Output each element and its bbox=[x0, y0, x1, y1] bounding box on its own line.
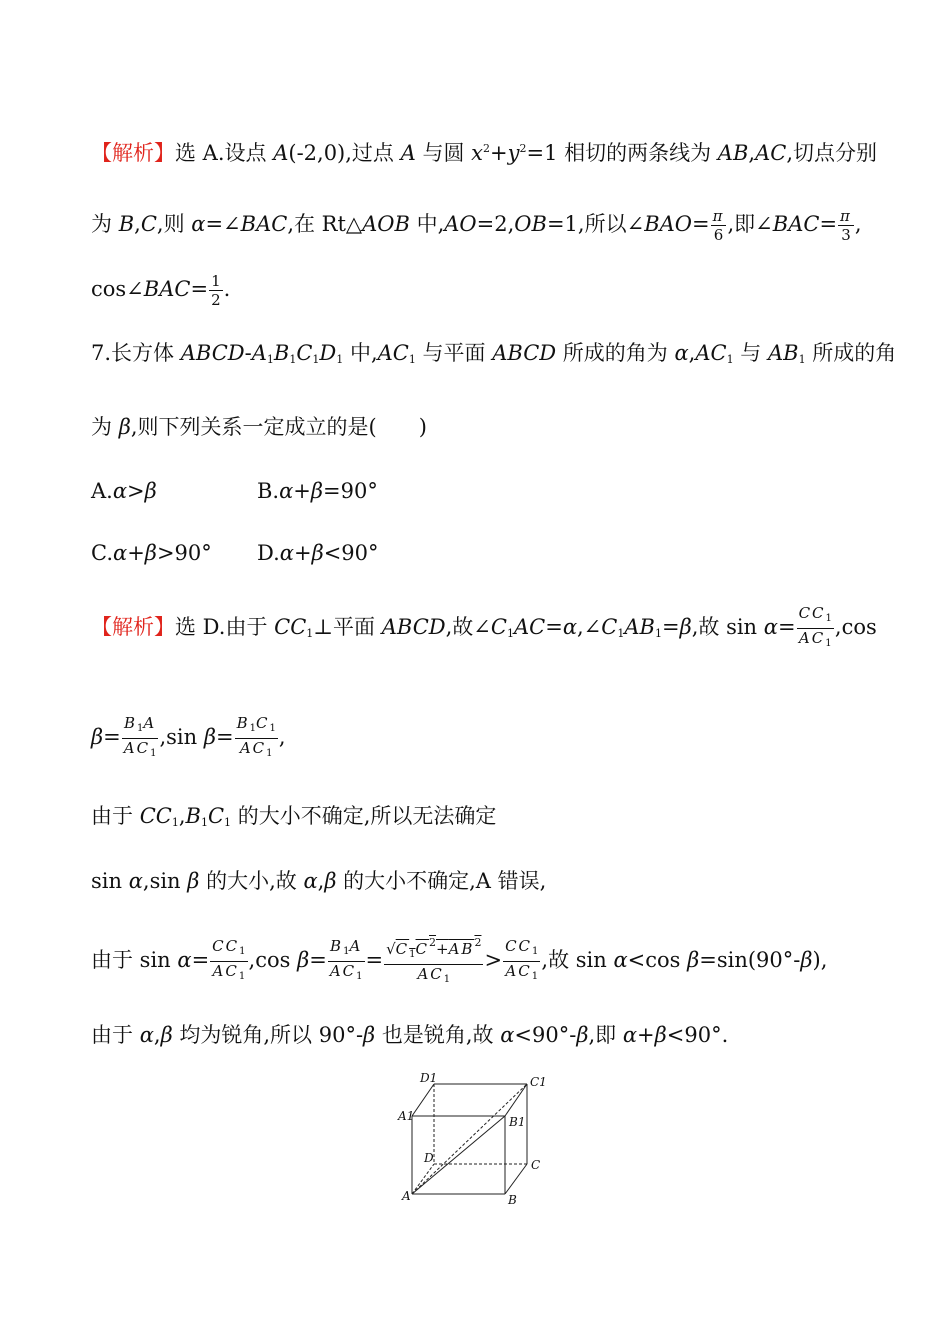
edge-bc bbox=[505, 1164, 527, 1194]
label-d1: D1 bbox=[420, 1071, 438, 1085]
label-b1: B1 bbox=[509, 1115, 526, 1129]
option-d: D.α+β<90° bbox=[257, 541, 379, 565]
cuboid-figure bbox=[390, 1068, 560, 1208]
edge-b1c1 bbox=[505, 1084, 527, 1116]
sol7-line3: 由于 $CC_1,B_1C_1$ 的大小不确定,所以无法确定 bbox=[91, 804, 497, 829]
label-d: D bbox=[424, 1151, 434, 1165]
fraction-sqrt-ac1: $\frac{√C_1C^2+AB^2}{AC_1}$ bbox=[386, 936, 482, 985]
fraction-b1a-ac1: $\frac{B_1A}{AC_1}$ bbox=[123, 714, 157, 759]
fraction-b1a-ac1: $\frac{B_1A}{AC_1}$ bbox=[329, 937, 363, 982]
edge-a1d1 bbox=[412, 1084, 434, 1116]
label-b: B bbox=[508, 1193, 517, 1207]
segment-ac1 bbox=[412, 1084, 527, 1194]
q7-options-row2 bbox=[91, 539, 791, 567]
sol7-line4: sin α,sin β 的大小,故 α,β 的大小不确定,A 错误, bbox=[91, 869, 547, 893]
sol7-line2: β= $\frac{B_1A}{AC_1}$ ,sin β= $\frac{B_1C_1}{AC_1}$ , bbox=[91, 714, 286, 763]
label-a1: A1 bbox=[398, 1109, 415, 1123]
sol6-line1: 【解析】选 A.设点 A(-2,0),过点 A 与圆 $x^2+y^2=1$ 相切的两条线为 AB,AC,切点分别 bbox=[91, 141, 877, 165]
q7-options-row1 bbox=[91, 477, 791, 505]
fraction-cc1-ac1: $\frac{CC_1}{AC_1}$ bbox=[798, 604, 832, 649]
option-a: A.α>β bbox=[91, 479, 157, 503]
sol7-line1: 【解析】选 D.由于 $CC_1\perp$平面 ABCD,故$\angle C_1AC=\alpha,\angle C_1AB_1=\beta$,故 sin α= $\frac{CC_1}{AC_1}$ ,cos bbox=[91, 604, 877, 653]
fraction-pi-3: $\frac{\pi}{3}$ bbox=[840, 207, 852, 244]
sol7-line6: 由于 α,β 均为锐角,所以 90°-β 也是锐角,故 α<90°-β,即 α+β<90°. bbox=[91, 1023, 729, 1047]
sol7-line5: 由于 sin α= $\frac{CC_1}{AC_1}$ ,cos β= $\frac{B_1A}{AC_1}$ = $\frac{√C_1C^2+AB^2}{AC_1}$ > $\frac{CC_1}{AC_1}$ ,故 sin α<cos β=sin(90°-β), bbox=[91, 934, 827, 989]
label-c1: C1 bbox=[530, 1075, 547, 1089]
option-c: C.α+β>90° bbox=[91, 541, 212, 565]
solution-tag: 【解析】 bbox=[91, 141, 175, 165]
fraction-cc1-ac1: $\frac{CC_1}{AC_1}$ bbox=[212, 937, 246, 982]
fraction-pi-6: $\frac{\pi}{6}$ bbox=[712, 207, 725, 244]
label-a: A bbox=[402, 1189, 411, 1203]
option-b: B.α+β=90° bbox=[257, 479, 378, 503]
fraction-1-2: $\frac{1}{2}$ bbox=[211, 272, 221, 309]
label-c: C bbox=[531, 1158, 541, 1172]
fraction-cc1-ac1: $\frac{CC_1}{AC_1}$ bbox=[505, 937, 539, 982]
q7-stem-line1: 7.长方体 ABCD-$A_1B_1C_1D_1$ 中$,AC_1$ 与平面 ABCD 所成的角为 $\alpha,AC_1$ 与 $AB_1$ 所成的角 bbox=[91, 341, 897, 366]
q7-stem-line2: 为 β,则下列关系一定成立的是( ) bbox=[91, 415, 427, 439]
solution-tag: 【解析】 bbox=[91, 615, 175, 639]
fraction-b1c1-ac1: $\frac{B_1C_1}{AC_1}$ bbox=[236, 714, 276, 759]
sol6-line3: cos∠BAC= $\frac{1}{2}$ . bbox=[91, 272, 231, 309]
sol6-line2: 为 B,C,则 α=∠BAC,在 Rt△AOB 中,AO=2,OB=1,所以∠BAO= $\frac{\pi}{6}$ ,即∠BAC= $\frac{\pi}{3}$ , bbox=[91, 207, 862, 244]
hidden-edge-ad bbox=[412, 1164, 434, 1194]
